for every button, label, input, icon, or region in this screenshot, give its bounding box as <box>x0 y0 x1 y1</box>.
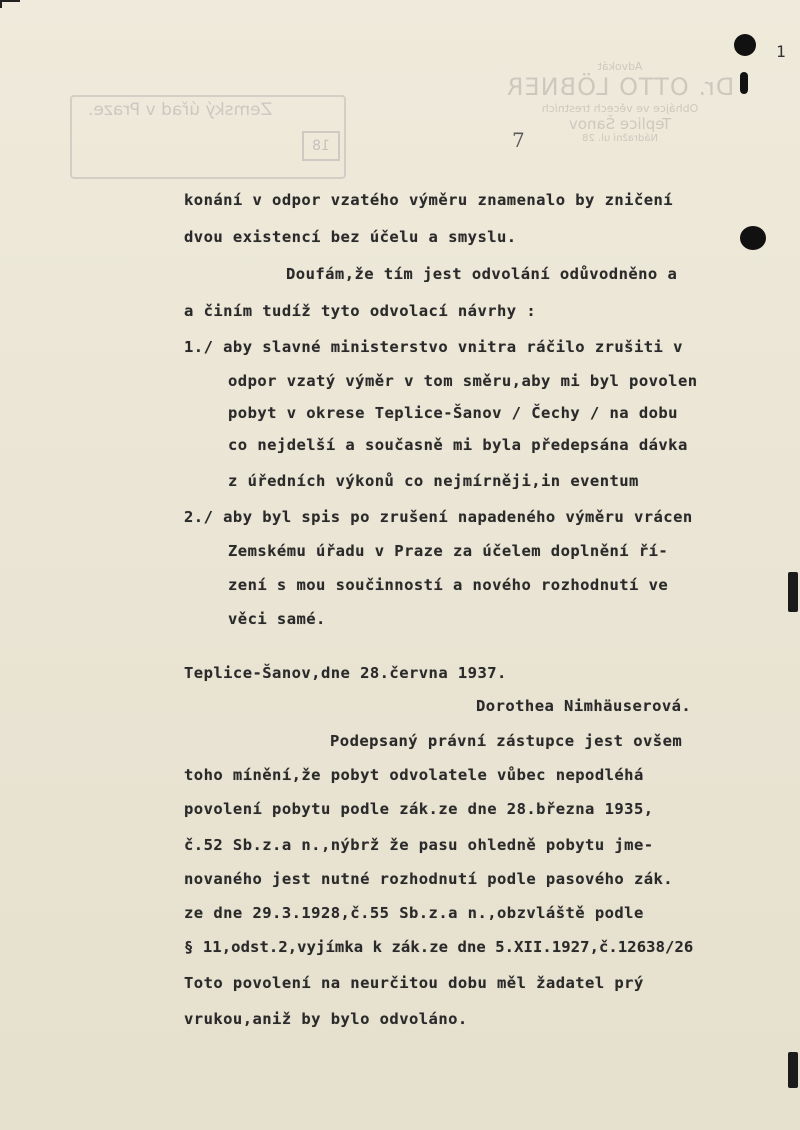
text-line: § 11,odst.2,vyjímka k zák.ze dne 5.XII.1927,č.12638/26 <box>184 938 694 956</box>
text-line: vrukou,aniž by bylo odvoláno. <box>184 1010 468 1028</box>
text-line: novaného jest nutné rozhodnutí podle pasového zák. <box>184 870 674 888</box>
text-line: věci samé. <box>228 610 326 628</box>
text-line: Toto povolení na neurčitou dobu měl žadatel prý <box>184 974 644 992</box>
text-line: ze dne 29.3.1928,č.55 Sb.z.a n.,obzvláště podle <box>184 904 644 922</box>
text-line: dvou existencí bez účelu a smyslu. <box>184 228 517 246</box>
text-line: Dorothea Nimhäuserová. <box>476 697 692 715</box>
text-line: č.52 Sb.z.a n.,nýbrž že pasu ohledně pobytu jme- <box>184 836 654 854</box>
letterhead-line-4: Teplice Šanov <box>568 115 672 134</box>
ghost-stamp-number: 18 <box>302 131 340 161</box>
text-line: Podepsaný právní zástupce jest ovšem <box>330 732 683 750</box>
text-line: povolení pobytu podle zák.ze dne 28.března 1935, <box>184 800 654 818</box>
letterhead-line-3: Obhájce ve věcech trestních <box>541 101 699 115</box>
text-line: konání v odpor vzatého výměru znamenalo by zničení <box>184 191 674 209</box>
text-line: 2./ aby byl spis po zrušení napadeného výměru vrácen <box>184 508 693 526</box>
letterhead-line-1: Advokát <box>597 60 643 73</box>
text-line: Doufám,že tím jest odvolání odůvodněno a <box>286 265 678 283</box>
letterhead-line-5: Nádražní ul. 28 <box>582 133 658 145</box>
text-line: odpor vzatý výměr v tom směru,aby mi byl povolen <box>228 372 698 390</box>
page-mark: 7 <box>512 128 525 152</box>
text-line: Teplice-Šanov,dne 28.června 1937. <box>184 664 507 682</box>
text-line: zení s mou součinností a nového rozhodnutí ve <box>228 576 669 594</box>
text-line: Zemskému úřadu v Praze za účelem doplnění ří- <box>228 542 669 560</box>
text-line: 1./ aby slavné ministerstvo vnitra ráčilo zrušiti v <box>184 338 683 356</box>
text-line: z úředních výkonů co nejmírněji,in eventum <box>228 472 639 490</box>
text-line: toho mínění,že pobyt odvolatele vůbec nepodléhá <box>184 766 644 784</box>
text-line: a činím tudíž tyto odvolací návrhy : <box>184 302 537 320</box>
text-line: pobyt v okrese Teplice-Šanov / Čechy / na dobu <box>228 404 678 422</box>
ghost-stamp-text: Zemský úřad v Praze. <box>88 100 273 120</box>
corner-page-number: 1 <box>776 42 786 61</box>
letterhead-line-2: Dr. OTTO LÖBNER <box>505 73 735 102</box>
text-line: co nejdelší a současně mi byla předepsána dávka <box>228 436 688 454</box>
